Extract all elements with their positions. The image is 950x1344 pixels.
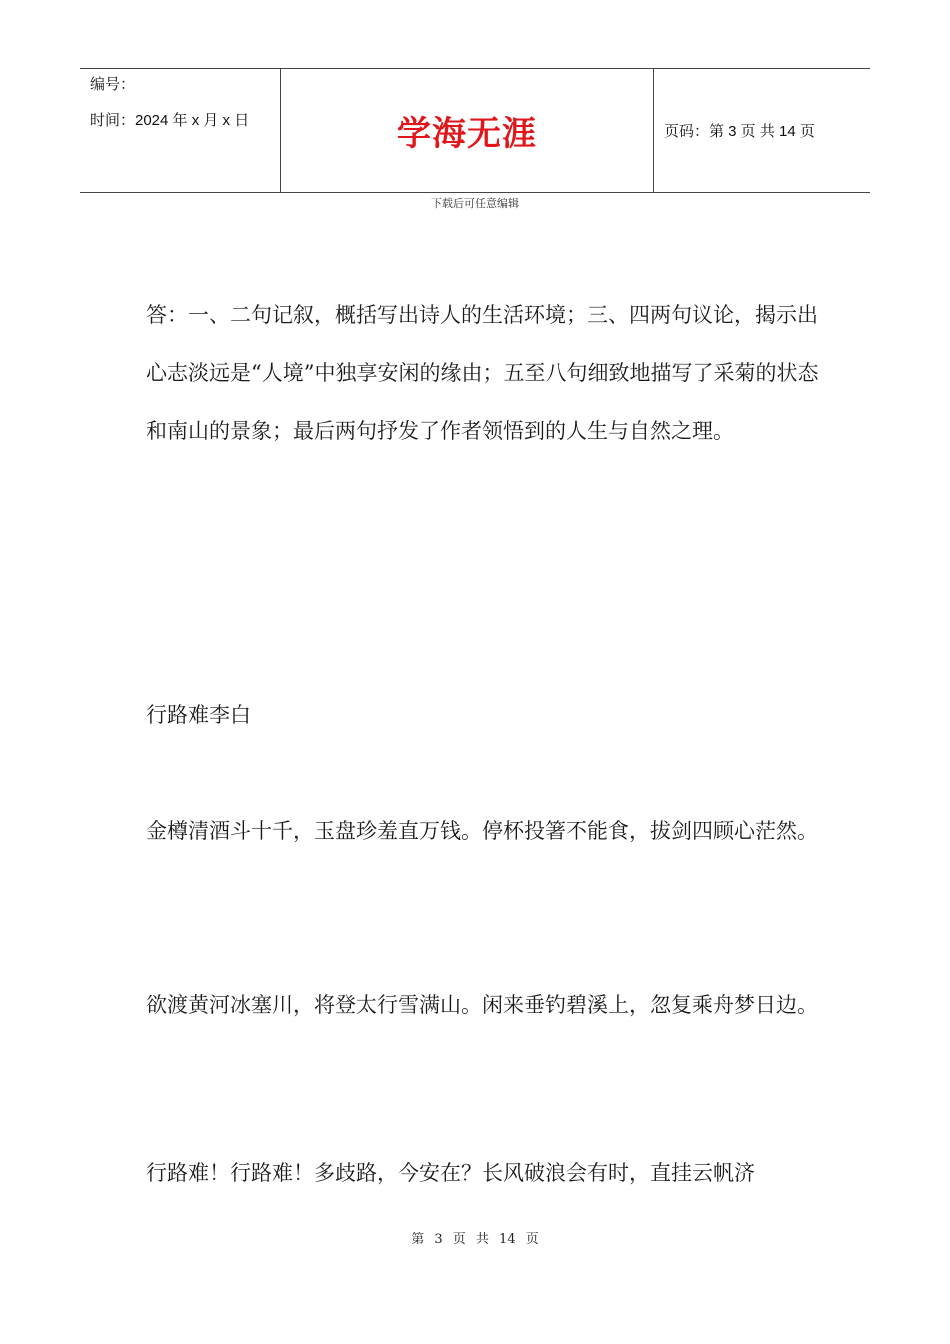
header-left-cell: [80, 69, 281, 192]
page-header: [80, 68, 870, 193]
poem-stanza-1: 金樽清酒斗十千，玉盘珍羞直万钱。停杯投箸不能食，拔剑四顾心茫然。: [146, 819, 818, 843]
poem-title: 行路难李白: [146, 703, 251, 727]
header-right-cell: [654, 69, 870, 192]
page-footer: 第 3 页 共 14 页: [411, 1232, 539, 1247]
brand-title: 学海无涯: [397, 114, 537, 154]
poem-stanza-3: 行路难！行路难！多歧路，今安在？长风破浪会有时，直挂云帆济: [146, 1161, 755, 1185]
edit-note: 下载后可任意编辑: [431, 197, 519, 210]
page-info-label: 页码：第 3 页 共 14 页: [664, 123, 815, 140]
document-number-label: 编号：: [90, 76, 136, 93]
poem-stanza-2: 欲渡黄河冰塞川，将登太行雪满山。闲来垂钓碧溪上，忽复乘舟梦日边。: [146, 993, 818, 1017]
header-middle-cell: [281, 69, 654, 192]
document-time-label: 时间：2024 年 x 月 x 日: [90, 112, 250, 129]
answer-paragraph: 答：一、二句记叙，概括写出诗人的生活环境；三、四两句议论，揭示出心志淡远是“人境”中独享安闲的缘由；五至八句细致地描写了采菊的状态和南山的景象；最后两句抒发了作者领悟到的人生与自然之理。: [146, 303, 819, 443]
